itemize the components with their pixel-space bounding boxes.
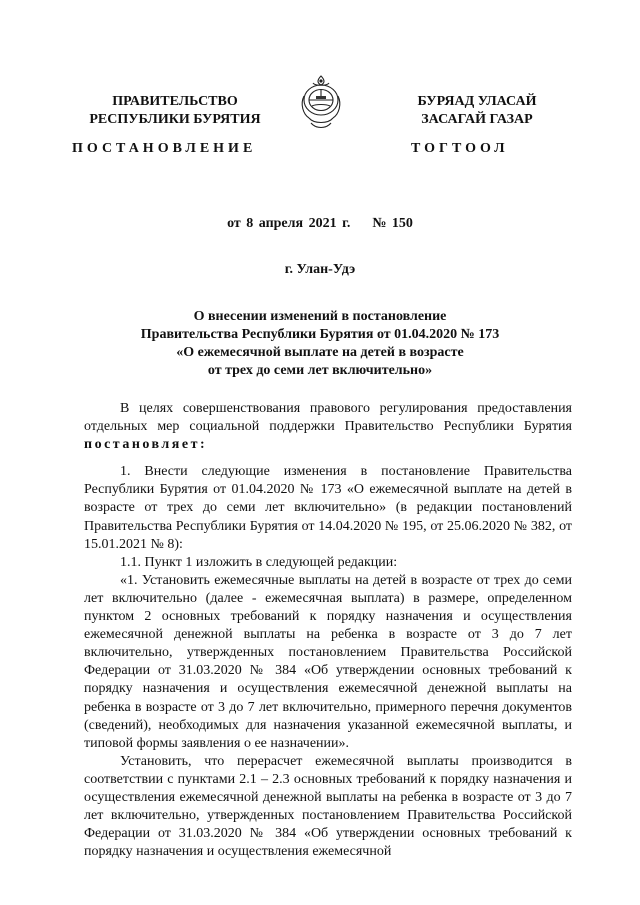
issuer-block-russian xyxy=(70,93,280,129)
subject-line-3: «О ежемесячной выплате на детей в возрасте xyxy=(176,345,464,360)
document-date-number: от 8 апреля 2021 г. № 150 xyxy=(227,216,413,231)
issuer-block-buryat xyxy=(372,93,582,129)
body-paragraph-1-1: 1.1. Пункт 1 изложить в следующей редакции: xyxy=(120,554,398,570)
issuer-line-2: РЕСПУБЛИКИ БУРЯТИЯ xyxy=(89,112,261,127)
subject-line-1: О внесении изменений в постановление xyxy=(193,309,447,324)
body-paragraph-recalculation: Установить, что перерасчет ежемесячной выплаты производится в соответствии с пунктами 2.1 – 2.3 основных требований к порядку назначения и осуществления ежемесячной денежной выплаты на ребенка в возрасте от 3 до 7 лет включительно, утвержденных постановлением Правительства Российской Федерации от 31.03.2020 № 384 «Об утверждении основных требований к порядку назначения и осуществления ежемесячной xyxy=(84,753,572,860)
document-body xyxy=(84,400,572,861)
issuer-line-1: ПРАВИТЕЛЬСТВО xyxy=(112,94,238,109)
coat-of-arms-icon xyxy=(299,74,343,130)
document-subject xyxy=(60,308,580,380)
subject-line-4: от трех до семи лет включительно» xyxy=(207,363,433,378)
issuer-line-2: ЗАСАГАЙ ГАЗАР xyxy=(421,112,533,127)
body-paragraph-quote: «1. Установить ежемесячные выплаты на детей в возрасте от трех до семи лет включительно (далее - ежемесячная выплата) в размере, определенном пунктом 2 основных требований к порядку назначения и осуществления ежемесячной денежной выплаты на ребенка в возрасте от 3 до 7 лет включительно, утвержденных постановлением Правительства Российской Федерации от 31.03.2020 № 384 «Об утверждении основных требований к порядку назначения и осуществления ежемесячной денежной выплаты на ребенка в возрасте от 3 до 7 лет включительно, примерного перечня документов (сведений), необходимых для назначения указанной ежемесячной выплаты, и типовой формы заявления о ее назначении». xyxy=(84,572,572,751)
doc-type-buryat: ТОГТООЛ xyxy=(411,141,509,156)
body-paragraph-1: 1. Внести следующие изменения в постановление Правительства Республики Бурятия от 01.04.2020 № 173 «О ежемесячной выплате на детей в возрасте от трех до семи лет включительно» (в редакции постановлений Правительства Республики Бурятия от 14.04.2020 № 195, от 25.06.2020 № 382, от 15.01.2021 № 8): xyxy=(84,464,572,552)
body-paragraph-preamble xyxy=(84,400,572,454)
preamble-text: В целях совершенствования правового регулирования предоставления отдельных мер социальной поддержки Правительство Республики Бурятия xyxy=(84,401,572,435)
issuer-line-1: БУРЯАД УЛАСАЙ xyxy=(417,94,537,109)
enacting-keyword: постановляет: xyxy=(84,437,208,453)
subject-line-2: Правительства Республики Бурятия от 01.04.2020 № 173 xyxy=(140,327,500,342)
document-city: г. Улан-Удэ xyxy=(284,262,356,277)
doc-type-russian: ПОСТАНОВЛЕНИЕ xyxy=(72,141,257,156)
